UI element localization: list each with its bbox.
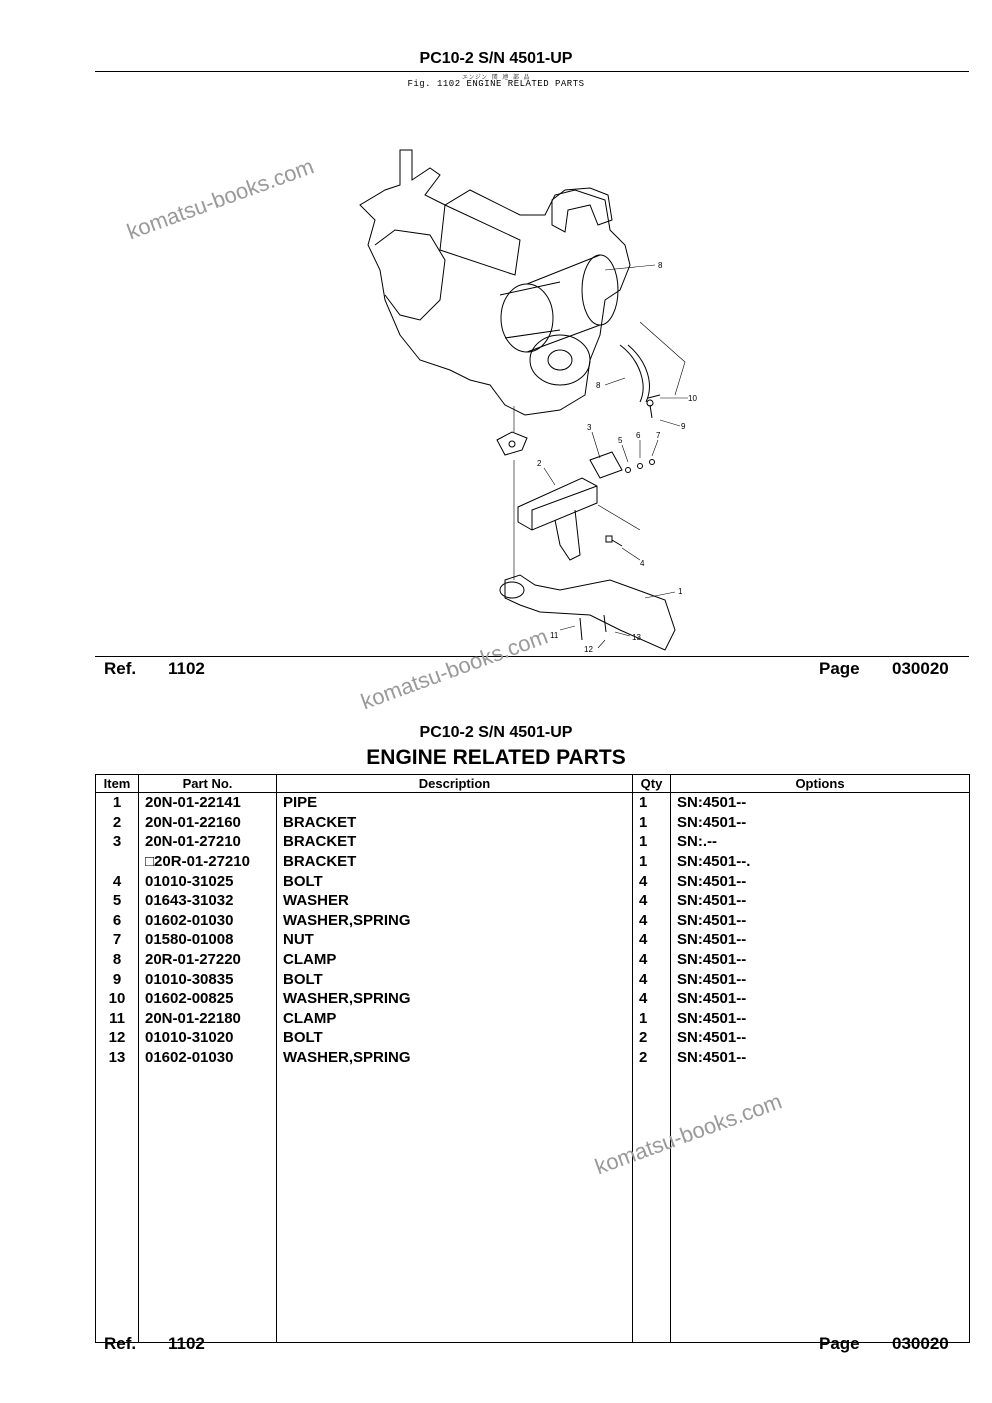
- callout-13: 13: [632, 633, 641, 642]
- cell-options: SN:4501--: [671, 891, 970, 911]
- cell-item: 11: [96, 1009, 139, 1029]
- cell-item: 12: [96, 1028, 139, 1048]
- cell-options: SN:.--: [671, 832, 970, 852]
- cell-item: 8: [96, 950, 139, 970]
- figure-caption-jp: エンジン 関 連 部 品: [461, 74, 531, 81]
- table-row: [96, 950, 970, 970]
- cell-part-no: □20R-01-27210: [139, 852, 277, 872]
- page-value-top: 030020: [892, 659, 949, 678]
- cell-description: BRACKET: [277, 852, 633, 872]
- cell-qty: 4: [633, 871, 671, 891]
- callout-2: 2: [537, 459, 542, 468]
- col-header-item: Item: [96, 775, 139, 793]
- table-row: [96, 871, 970, 891]
- ref-value-top: 1102: [168, 659, 205, 678]
- cell-part-no: 20N-01-22141: [139, 793, 277, 813]
- table-row: [96, 852, 970, 872]
- cell-qty: 1: [633, 1009, 671, 1029]
- table-row: [96, 1048, 970, 1068]
- cell-description: CLAMP: [277, 1009, 633, 1029]
- cell-part-no: 01602-00825: [139, 989, 277, 1009]
- callout-11: 11: [550, 631, 559, 640]
- cell-description: BRACKET: [277, 813, 633, 833]
- watermark-middle: komatsu-books.com: [357, 623, 552, 715]
- callout-7: 7: [656, 431, 661, 440]
- cell-item: 2: [96, 813, 139, 833]
- cell-description: WASHER: [277, 891, 633, 911]
- table-row: [96, 832, 970, 852]
- page-label-bottom: Page: [819, 1334, 860, 1353]
- table-heading: ENGINE RELATED PARTS: [366, 746, 626, 769]
- cell-options: SN:4501--: [671, 1048, 970, 1068]
- cell-description: CLAMP: [277, 950, 633, 970]
- col-header-part-no: Part No.: [139, 775, 277, 793]
- cell-item: 6: [96, 911, 139, 931]
- cell-part-no: 01602-01030: [139, 911, 277, 931]
- cell-description: WASHER,SPRING: [277, 911, 633, 931]
- cell-description: WASHER,SPRING: [277, 1048, 633, 1068]
- cell-options: SN:4501--: [671, 1009, 970, 1029]
- callout-8a: 8: [658, 261, 663, 270]
- cell-options: SN:4501--: [671, 930, 970, 950]
- table-row: [96, 1009, 970, 1029]
- cell-item: 5: [96, 891, 139, 911]
- cell-item: 13: [96, 1048, 139, 1068]
- cell-options: SN:4501--: [671, 950, 970, 970]
- cell-description: BOLT: [277, 1028, 633, 1048]
- cell-options: SN:4501--: [671, 1028, 970, 1048]
- table-row: [96, 969, 970, 989]
- cell-options: SN:4501--: [671, 813, 970, 833]
- cell-description: BOLT: [277, 871, 633, 891]
- ref-label-top: Ref.: [104, 659, 137, 678]
- cell-qty: 2: [633, 1028, 671, 1048]
- callout-3: 3: [587, 423, 592, 432]
- cell-qty: 1: [633, 852, 671, 872]
- ref-value-bottom: 1102: [168, 1334, 205, 1353]
- cell-qty: 4: [633, 950, 671, 970]
- callout-1: 1: [678, 587, 683, 596]
- cell-qty: 4: [633, 969, 671, 989]
- table-row: [96, 891, 970, 911]
- cell-qty: 4: [633, 891, 671, 911]
- callout-9: 9: [681, 422, 686, 431]
- cell-item: 3: [96, 832, 139, 852]
- page-value-bottom: 030020: [892, 1334, 949, 1353]
- cell-description: NUT: [277, 930, 633, 950]
- cell-part-no: 01580-01008: [139, 930, 277, 950]
- cell-item: 4: [96, 871, 139, 891]
- cell-part-no: 01010-31025: [139, 871, 277, 891]
- cell-part-no: 20R-01-27220: [139, 950, 277, 970]
- footer-rule-top: [95, 656, 969, 657]
- parts-table: [95, 774, 970, 1343]
- cell-qty: 2: [633, 1048, 671, 1068]
- callout-6: 6: [636, 431, 641, 440]
- cell-description: PIPE: [277, 793, 633, 813]
- cell-part-no: 01602-01030: [139, 1048, 277, 1068]
- cell-options: SN:4501--: [671, 793, 970, 813]
- watermark-top: komatsu-books.com: [123, 153, 318, 245]
- cell-options: SN:4501--: [671, 871, 970, 891]
- cell-qty: 1: [633, 793, 671, 813]
- callout-5: 5: [618, 436, 623, 445]
- cell-description: BRACKET: [277, 832, 633, 852]
- callout-10: 10: [688, 394, 697, 403]
- parts-illustration: [340, 135, 720, 655]
- cell-item: 1: [96, 793, 139, 813]
- col-header-qty: Qty: [633, 775, 671, 793]
- cell-part-no: 01010-30835: [139, 969, 277, 989]
- cell-part-no: 01010-31020: [139, 1028, 277, 1048]
- cell-options: SN:4501--: [671, 989, 970, 1009]
- table-header-row: [96, 775, 970, 793]
- table-row: [96, 793, 970, 813]
- cell-qty: 4: [633, 911, 671, 931]
- table-row: [96, 1028, 970, 1048]
- watermark-bottom: komatsu-books.com: [591, 1088, 786, 1180]
- cell-description: WASHER,SPRING: [277, 989, 633, 1009]
- cell-qty: 4: [633, 930, 671, 950]
- table-section-title: PC10-2 S/N 4501-UP: [419, 724, 573, 741]
- cell-options: SN:4501--: [671, 969, 970, 989]
- table-row: [96, 813, 970, 833]
- cell-qty: 4: [633, 989, 671, 1009]
- cell-part-no: 20N-01-22180: [139, 1009, 277, 1029]
- cell-item: [96, 852, 139, 872]
- table-row: [96, 989, 970, 1009]
- cell-item: 9: [96, 969, 139, 989]
- cell-part-no: 01643-31032: [139, 891, 277, 911]
- cell-options: SN:4501--: [671, 911, 970, 931]
- cell-qty: 1: [633, 832, 671, 852]
- callout-8b: 8: [596, 381, 601, 390]
- cell-description: BOLT: [277, 969, 633, 989]
- table-body: [96, 793, 970, 1343]
- col-header-options: Options: [671, 775, 970, 793]
- cell-part-no: 20N-01-22160: [139, 813, 277, 833]
- diagram-title: PC10-2 S/N 4501-UP: [419, 50, 573, 67]
- callout-4: 4: [640, 559, 645, 568]
- table-row: [96, 911, 970, 931]
- cell-options: SN:4501--.: [671, 852, 970, 872]
- table-row: [96, 930, 970, 950]
- ref-label-bottom: Ref.: [104, 1334, 137, 1353]
- callout-12: 12: [584, 645, 593, 654]
- cell-qty: 1: [633, 813, 671, 833]
- page-label-top: Page: [819, 659, 860, 678]
- table-filler-row: [96, 1067, 970, 1343]
- col-header-description: Description: [277, 775, 633, 793]
- cell-part-no: 20N-01-27210: [139, 832, 277, 852]
- cell-item: 10: [96, 989, 139, 1009]
- cell-item: 7: [96, 930, 139, 950]
- figure-caption: Fig. 1102 ENGINE RELATED PARTS: [407, 79, 585, 89]
